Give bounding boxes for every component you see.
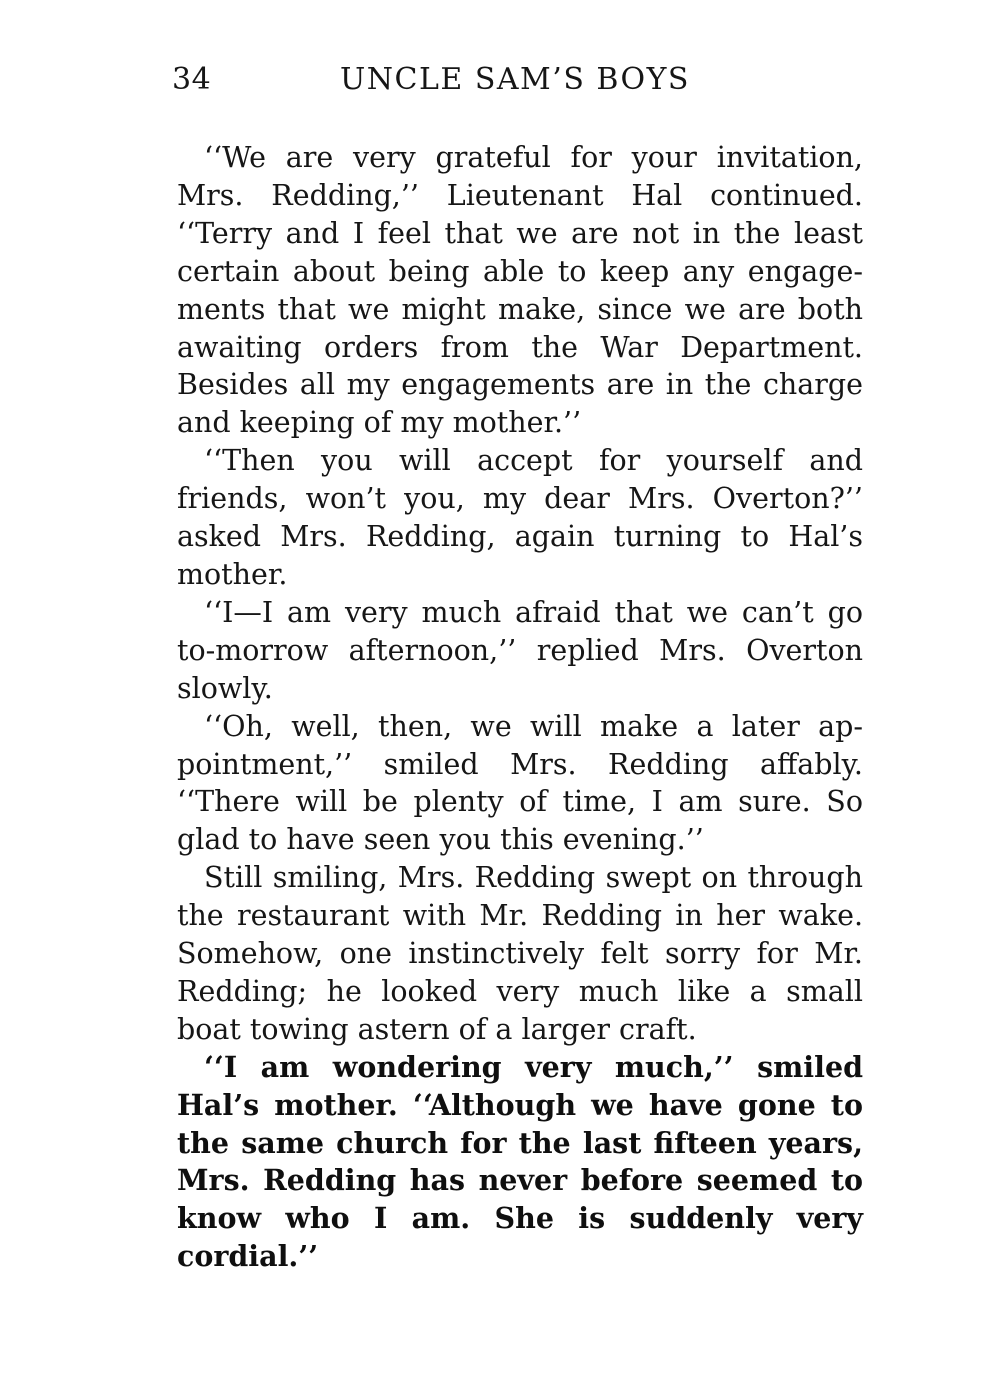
page-header [172,62,872,106]
paragraph: ‘‘I am wondering very much,’’ smiled Hal’s mother. ‘‘Although we have gone to the same church for the last fifteen years, Mrs. Redding has never before seemed to know who I am. She is suddenly very cordial.’’ [177,1049,863,1274]
page-number: 34 [172,62,212,97]
paragraph: ‘‘I—I am very much afraid that we can’t go to-morrow afternoon,’’ replied Mrs. Overton slowly. [177,595,863,705]
body-text [177,139,863,1276]
running-head: UNCLE SAM’S BOYS [340,62,690,97]
paragraph: ‘‘Then you will accept for yourself and friends, won’t you, my dear Mrs. Overton?’’ asked Mrs. Redding, again turning to Hal’s mother. [177,444,863,591]
paragraph: Still smiling, Mrs. Redding swept on through the restaurant with Mr. Redding in her wake. Somehow, one instinctively felt sorry for Mr. Redding; he looked very much like a small boat towing astern of a larger craft. [177,861,863,1046]
paragraph: ‘‘We are very grateful for your invitation, Mrs. Redding,’’ Lieutenant Hal continued. ‘‘Terry and I feel that we are not in the least certain about being able to keep any engagements that we might make, since we are both awaiting orders from the War Department. Besides all my engagements are in the charge and keeping of my mother.’’ [177,141,863,440]
paragraph: ‘‘Oh, well, then, we will make a later appointment,’’ smiled Mrs. Redding affably. ‘‘There will be plenty of time, I am sure. So glad to have seen you this evening.’’ [177,709,863,857]
